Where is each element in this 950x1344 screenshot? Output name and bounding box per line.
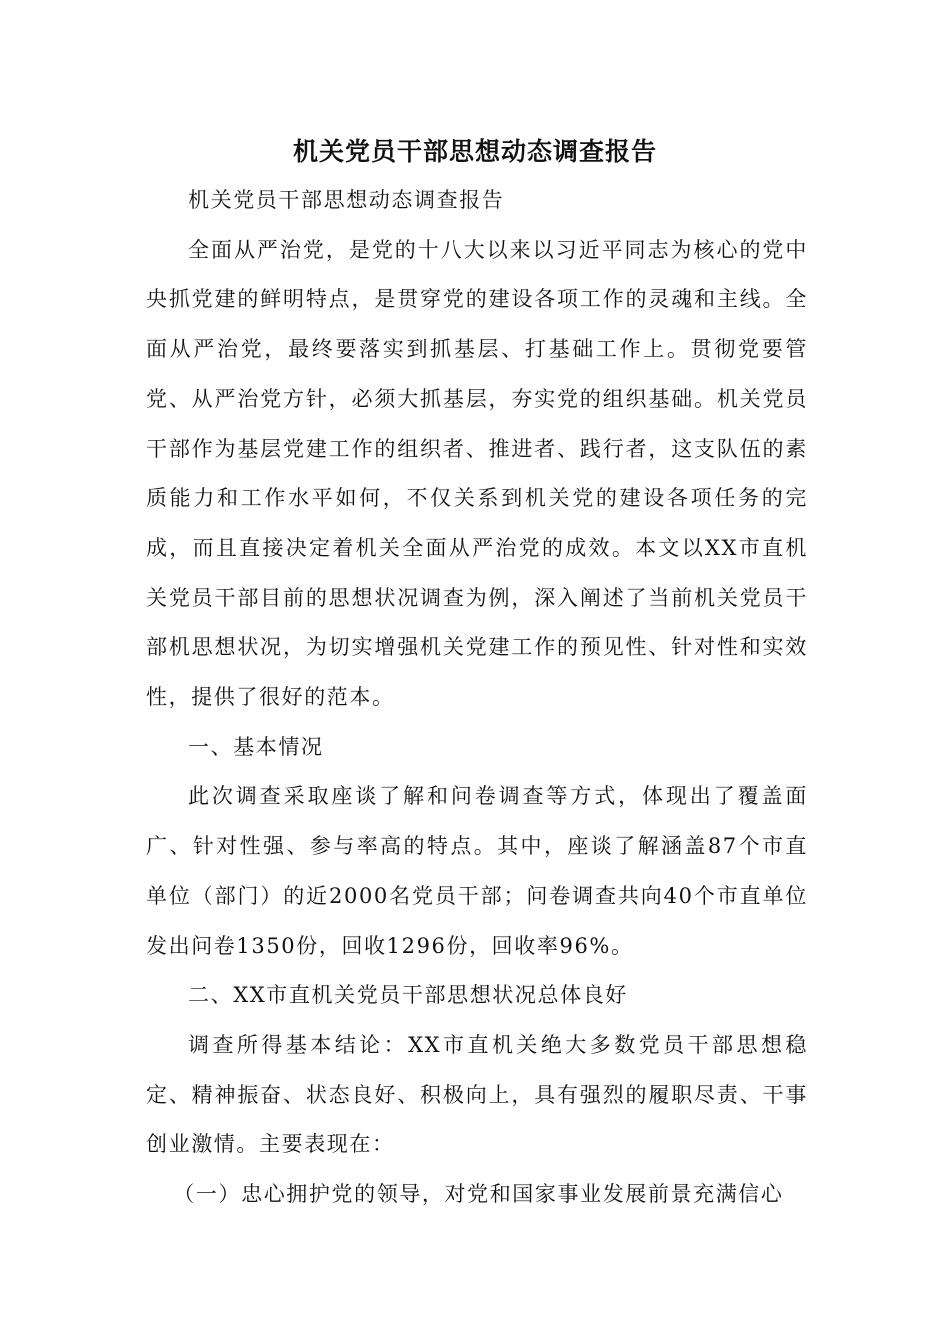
paragraph-conclusion: 调查所得基本结论：XX市直机关绝大多数党员干部思想稳定、精神振奋、状态良好、积极向上，具有强烈的履职尽责、干事创业激情。主要表现在： — [146, 1032, 808, 1157]
section-heading-overall-good: 二、XX市直机关党员干部思想状况总体良好 — [188, 983, 628, 1008]
document-title: 机关党员干部思想动态调查报告 — [292, 137, 657, 166]
document-subtitle: 机关党员干部思想动态调查报告 — [188, 188, 505, 212]
section-heading-basic-situation: 一、基本情况 — [188, 734, 324, 759]
document-body — [146, 176, 808, 1220]
paragraph-intro: 全面从严治党，是党的十八大以来以习近平同志为核心的党中央抓党建的鲜明特点，是贯穿党的建设各项工作的灵魂和主线。全面从严治党，最终要落实到抓基层、打基础工作上。贯彻党要管党、从严治党方针，必须大抓基层，夯实党的组织基础。机关党员干部作为基层党建工作的组织者、推进者、践行者，这支队伍的素质能力和工作水平如何，不仅关系到机关党的建设各项任务的完成，而且直接决定着机关全面从严治党的成效。本文以XX市直机关党员干部目前的思想状况调查为例，深入阐述了当前机关党员干部机思想状况，为切实增强机关党建工作的预见性、针对性和实效性，提供了很好的范本。 — [146, 237, 808, 710]
subsection-heading-loyalty: （一）忠心拥护党的领导，对党和国家事业发展前景充满信心 — [173, 1182, 784, 1207]
paragraph-survey-method: 此次调查采取座谈了解和问卷调查等方式，体现出了覆盖面广、针对性强、参与率高的特点。其中，座谈了解涵盖87个市直单位（部门）的近2000名党员干部；问卷调查共向40个市直单位发出问卷1350份，回收1296份，回收率96%。 — [146, 784, 808, 958]
